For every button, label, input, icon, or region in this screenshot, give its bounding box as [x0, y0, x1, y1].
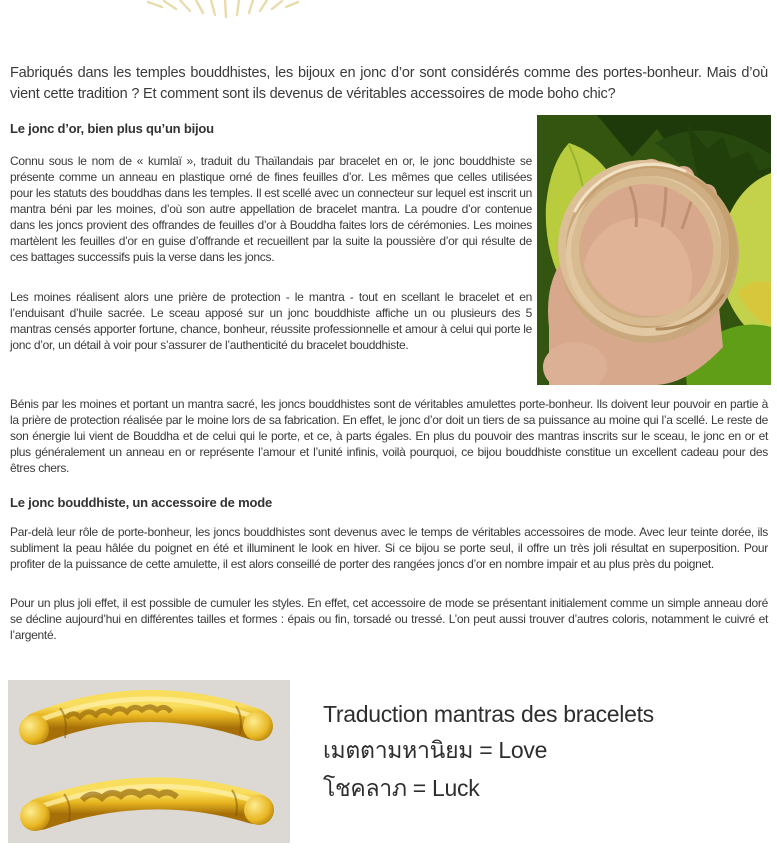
- intro-paragraph: Fabriqués dans les temples bouddhistes, les bijoux en jonc d’or sont considérés comme des portes-bonheur. Mais d’où vient cette tradition ? Et comment sont ils devenus de véritables accessoires de mode boho chic?: [10, 64, 768, 102]
- translation-line-luck: โชคลาภ = Luck: [323, 775, 480, 801]
- section2-heading: Le jonc bouddhiste, un accessoire de mode: [10, 495, 272, 510]
- section1-heading: Le jonc d’or, bien plus qu’un bijou: [10, 121, 214, 136]
- section1-paragraph-3: Bénis par les moines et portant un mantra sacré, les joncs bouddhistes sont de véritables amulettes porte-bonheur. Ils doivent leur pouvoir en partie à la prière de protection réalisée par le moine lors de sa fabrication. En effet, le jonc d’or doit un tiers de sa puissance au moine qui l’a scellé. Le reste de son énergie lui vient de Bouddha et de celui qui le porte, et ce, à parts égales. En plus du pouvoir des mantras inscrits sur le sceau, le jonc en or et plus généralement un anneau en or représente l’amour et l’unité infinis, voilà pourquoi, ce bijou bouddhiste constitue un excellent cadeau pour des êtres chers.: [10, 397, 768, 475]
- hand-bangles-photo: [537, 115, 771, 385]
- translation-title: Traduction mantras des bracelets: [323, 701, 654, 727]
- mantra-beads-photo: [8, 680, 290, 843]
- section1-paragraph-1: Connu sous le nom de « kumlaï », traduit du Thaïlandais par bracelet en or, le jonc bouddhiste se présente comme un anneau en plastique orné de fines feuilles d’or. Les mêmes que celles utilisées pour les statuts des bouddhas dans les temples. Il est scellé avec un connecteur sur lequel est inscrit un mantra béni par les moines, d’où son autre appellation de bracelet mantra. La poudre d’or contenue dans les joncs provient des offrandes de feuilles d’or à Bouddha faites lors de cérémonies. Les moines martèlent les feuilles d’or en guise d’offrande et recueillent par la suite la poussière d’or qui résulte de ces battages successifs puis la verse dans les joncs.: [10, 154, 532, 264]
- sunburst-logo-icon: [146, 0, 306, 20]
- section1-paragraph-2: Les moines réalisent alors une prière de protection - le mantra - tout en scellant le bracelet et en l’enduisant d’huile sacrée. Le sceau apposé sur un jonc bouddhiste affiche un ou plusieurs des 5 mantras censés apporter fortune, chance, bonheur, réussite professionnelle et amour à celui qui porte le jonc d’or, un détail à voir pour s’assurer de l’authenticité du bracelet bouddhiste.: [10, 290, 532, 352]
- translation-line-love: เมตตามหานิยม = Love: [323, 737, 548, 763]
- section2-paragraph-1: Par-delà leur rôle de porte-bonheur, les joncs bouddhistes sont devenus avec le temps de véritables accessoires de mode. Avec leur teinte dorée, ils subliment la peau hâlée du poignet en été et illuminent le look en hiver. Si ce bijou se porte seul, il offre un très joli résultat en superposition. Pour profiter de la puissance de cette amulette, il est alors conseillé de porter des rangées joncs d’or en nombre impair et au plus près du poignet.: [10, 525, 768, 571]
- section2-paragraph-2: Pour un plus joli effet, il est possible de cumuler les styles. En effet, cet accessoire de mode se présentant initialement comme un simple anneau doré se décline aujourd’hui en différentes tailles et formes : épais ou fin, torsadé ou tressé. L’on peut aussi trouver d’autres coloris, notamment le cuivré et l’argenté.: [10, 596, 768, 642]
- mantra-translation-block: [323, 697, 763, 807]
